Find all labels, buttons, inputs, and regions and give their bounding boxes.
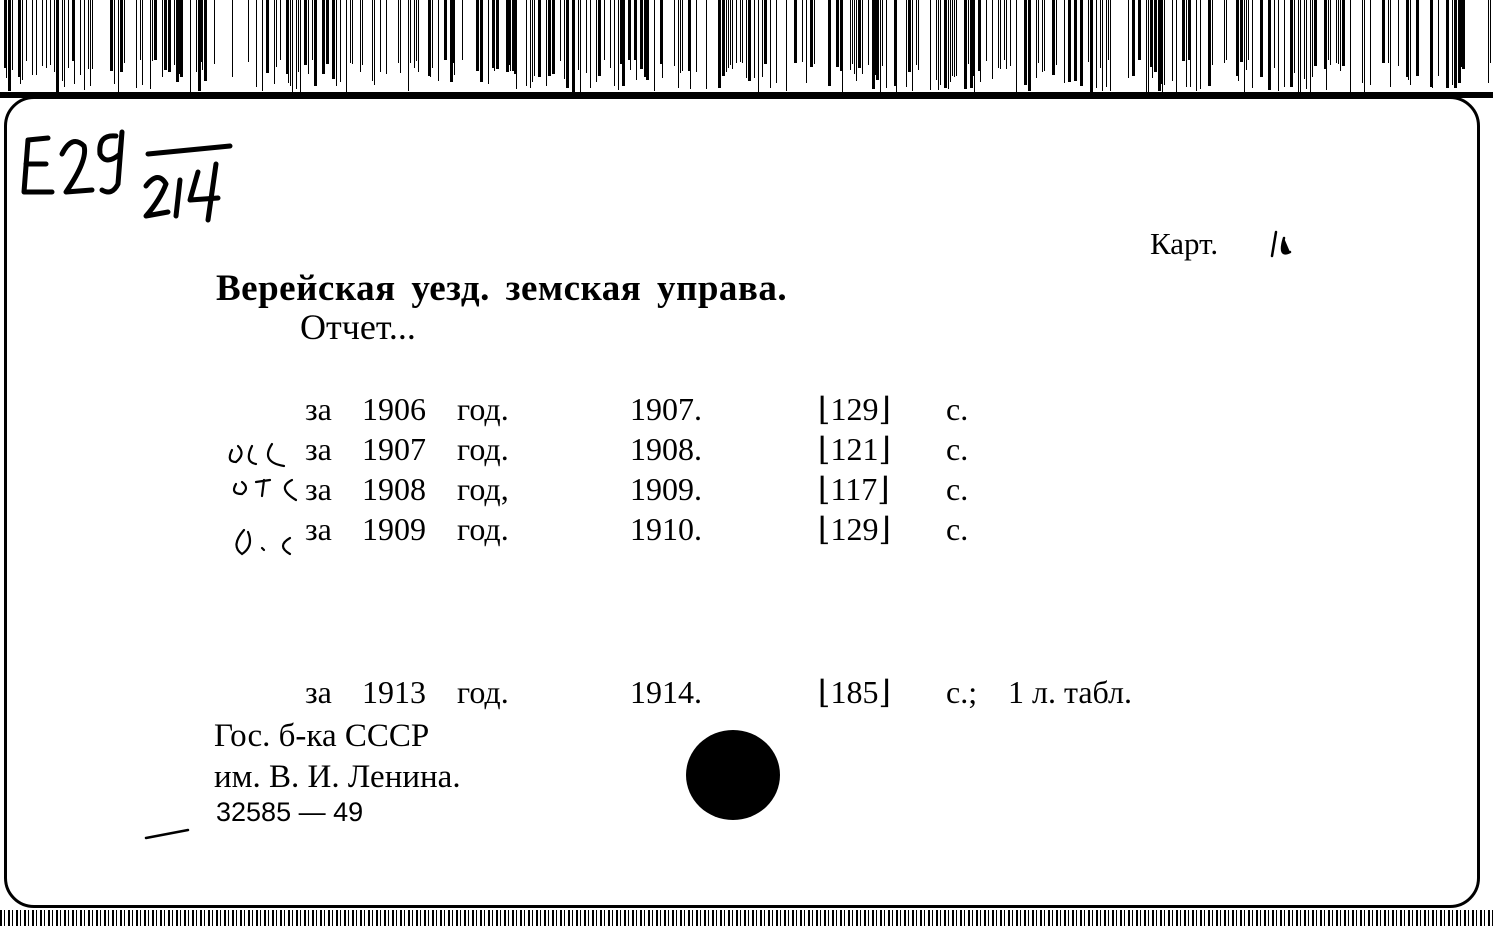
card-label: Карт. — [1150, 226, 1219, 261]
entry-god: год. — [457, 511, 509, 547]
entry-pages: ⌊117⌋ — [818, 471, 890, 507]
entry-god: год. — [457, 674, 509, 710]
entry-god: год. — [457, 391, 509, 427]
entry-published: 1908. — [630, 431, 702, 467]
entry-pages: ⌊129⌋ — [818, 391, 891, 427]
entry-s: с. — [946, 431, 969, 467]
entry-published: 1914. — [630, 674, 702, 710]
entry-za: за — [305, 391, 332, 427]
entry-god: год, — [457, 471, 509, 507]
entry-s: с. — [946, 511, 969, 547]
entry-za: за — [305, 511, 332, 547]
entry-year: 1908 — [362, 471, 426, 507]
entry-za: за — [305, 674, 332, 710]
entry-god: год. — [457, 431, 509, 467]
entry-pages: ⌊129⌋ — [818, 511, 891, 547]
entry-year: 1909 — [362, 511, 426, 547]
entry-extra: 1 л. табл. — [1008, 674, 1132, 710]
card-subheading: Отчет... — [300, 307, 416, 347]
footer-library-line2: им. В. И. Ленина. — [214, 759, 461, 795]
entry-published: 1910. — [630, 511, 702, 547]
entry-published: 1907. — [630, 391, 702, 427]
entry-published: 1909. — [630, 471, 702, 507]
footer-print-code: 32585 — 49 — [216, 797, 364, 827]
entry-s: с. — [946, 391, 969, 427]
card-heading: Верейская уезд. земская управа. — [216, 268, 788, 309]
entry-year: 1907 — [362, 431, 426, 467]
entry-za: за — [305, 431, 332, 467]
entry-pages: ⌊185⌋ — [818, 674, 891, 710]
ink-blot — [686, 730, 780, 820]
entry-year: 1906 — [362, 391, 426, 427]
entry-pages: ⌊121⌋ — [818, 431, 891, 467]
entry-year: 1913 — [362, 674, 426, 710]
entry-s: с. — [946, 471, 969, 507]
entry-za: за — [305, 471, 332, 507]
shelfmark-text: E29 — [18, 120, 20, 121]
footer-library-line1: Гос. б-ка СССР — [214, 718, 430, 754]
entry-s: с.; — [946, 674, 978, 710]
